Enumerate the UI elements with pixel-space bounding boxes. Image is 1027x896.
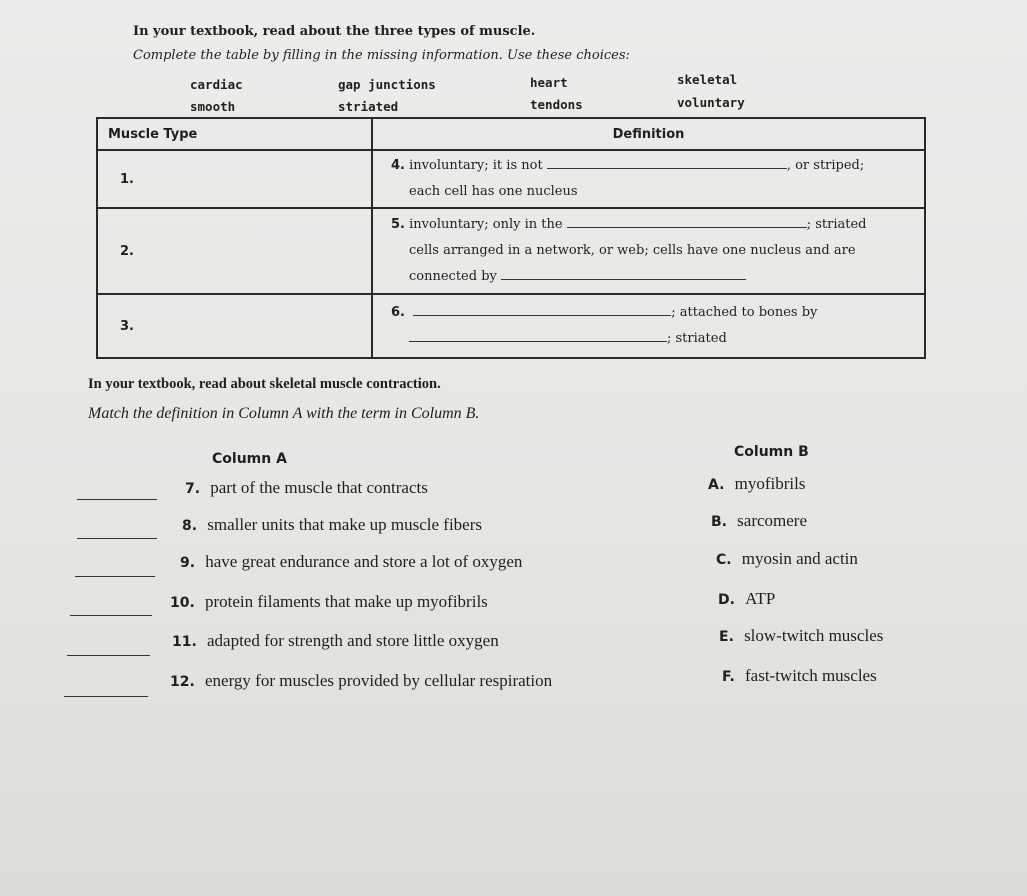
item-text: energy for muscles provided by cellular respiration [204, 671, 553, 690]
row-number: 2. [120, 243, 134, 259]
answer-line[interactable] [75, 576, 155, 577]
def-text: , or striped; [786, 158, 865, 173]
choice-word: voluntary [677, 95, 745, 110]
def-text: each cell has one nucleus [409, 184, 578, 199]
choice-word: cardiac [190, 77, 243, 92]
choice-word: smooth [190, 99, 236, 114]
muscle-type-cell[interactable] [97, 150, 372, 208]
definition-cell [372, 208, 925, 294]
match-option [716, 549, 858, 569]
def-number: 6. [391, 305, 405, 320]
option-letter: D. [718, 592, 735, 608]
item-text: protein filaments that make up myofibrils [204, 592, 488, 611]
answer-line[interactable] [64, 696, 148, 697]
match-definition [180, 552, 522, 572]
option-text: myofibrils [734, 474, 806, 493]
answer-line[interactable] [67, 655, 150, 656]
def-text: ; striated [667, 331, 727, 346]
choice-word: heart [530, 75, 568, 90]
def-number: 5. [391, 217, 405, 232]
def-text: ; striated [806, 217, 867, 232]
match-definition [185, 478, 428, 498]
item-text: have great endurance and store a lot of oxygen [205, 552, 523, 571]
item-text: adapted for strength and store little oxygen [206, 631, 499, 650]
row-number: 3. [120, 318, 134, 334]
match-option [722, 666, 877, 686]
match-definition [170, 592, 488, 612]
option-letter: E. [719, 629, 734, 645]
section-heading-match: Match the definition in Column A with the term in Column B. [88, 405, 480, 422]
muscle-types-table [96, 117, 926, 359]
header-definition: Definition [372, 118, 925, 150]
header-muscle-type: Muscle Type [97, 118, 372, 150]
section-heading-read: In your textbook, read about skeletal muscle contraction. [88, 376, 441, 392]
def-number: 4. [391, 158, 405, 173]
answer-line[interactable] [77, 499, 157, 500]
item-number: 8. [182, 518, 198, 534]
def-text: involuntary; only in the [409, 217, 563, 232]
option-letter: B. [711, 514, 727, 530]
option-text: slow-twitch muscles [744, 626, 884, 645]
answer-blank[interactable] [413, 302, 671, 316]
option-letter: C. [716, 552, 732, 568]
answer-blank[interactable] [547, 155, 787, 169]
choice-word: gap junctions [338, 77, 436, 92]
item-number: 10. [170, 595, 195, 611]
match-option [718, 589, 775, 609]
item-number: 11. [172, 634, 197, 650]
item-text: smaller units that make up muscle fibers [207, 515, 482, 534]
instruction-complete: Complete the table by filling in the missing information. Use these choices: [133, 48, 630, 63]
choice-word: tendons [530, 97, 583, 112]
def-text: connected by [409, 269, 497, 284]
match-definition [172, 631, 499, 651]
match-option [719, 626, 883, 646]
option-text: myosin and actin [741, 549, 858, 568]
option-text: fast-twitch muscles [745, 666, 877, 685]
column-a-heading: Column A [212, 451, 287, 467]
item-number: 7. [185, 481, 201, 497]
option-letter: F. [722, 669, 735, 685]
choice-word: skeletal [677, 72, 738, 87]
definition-cell [372, 150, 925, 208]
definition-cell [372, 294, 925, 358]
muscle-type-cell[interactable] [97, 294, 372, 358]
match-definition [182, 515, 482, 535]
match-option [708, 474, 805, 494]
choice-word: striated [338, 99, 399, 114]
answer-line[interactable] [77, 538, 157, 539]
answer-blank[interactable] [567, 214, 807, 228]
match-option [711, 511, 807, 531]
item-number: 12. [170, 674, 195, 690]
def-text: involuntary; it is not [409, 158, 543, 173]
instruction-read: In your textbook, read about the three types of muscle. [133, 24, 536, 39]
option-text: ATP [745, 589, 776, 608]
def-text: ; attached to bones by [671, 305, 818, 320]
muscle-type-cell[interactable] [97, 208, 372, 294]
option-letter: A. [708, 477, 725, 493]
def-text: cells arranged in a network, or web; cells have one nucleus and are [409, 243, 856, 258]
option-text: sarcomere [737, 511, 808, 530]
answer-line[interactable] [70, 615, 152, 616]
answer-blank[interactable] [409, 328, 667, 342]
row-number: 1. [120, 171, 134, 187]
item-text: part of the muscle that contracts [210, 478, 428, 497]
item-number: 9. [180, 555, 196, 571]
column-b-heading: Column B [734, 444, 809, 460]
match-definition [170, 671, 552, 691]
answer-blank[interactable] [501, 266, 746, 280]
